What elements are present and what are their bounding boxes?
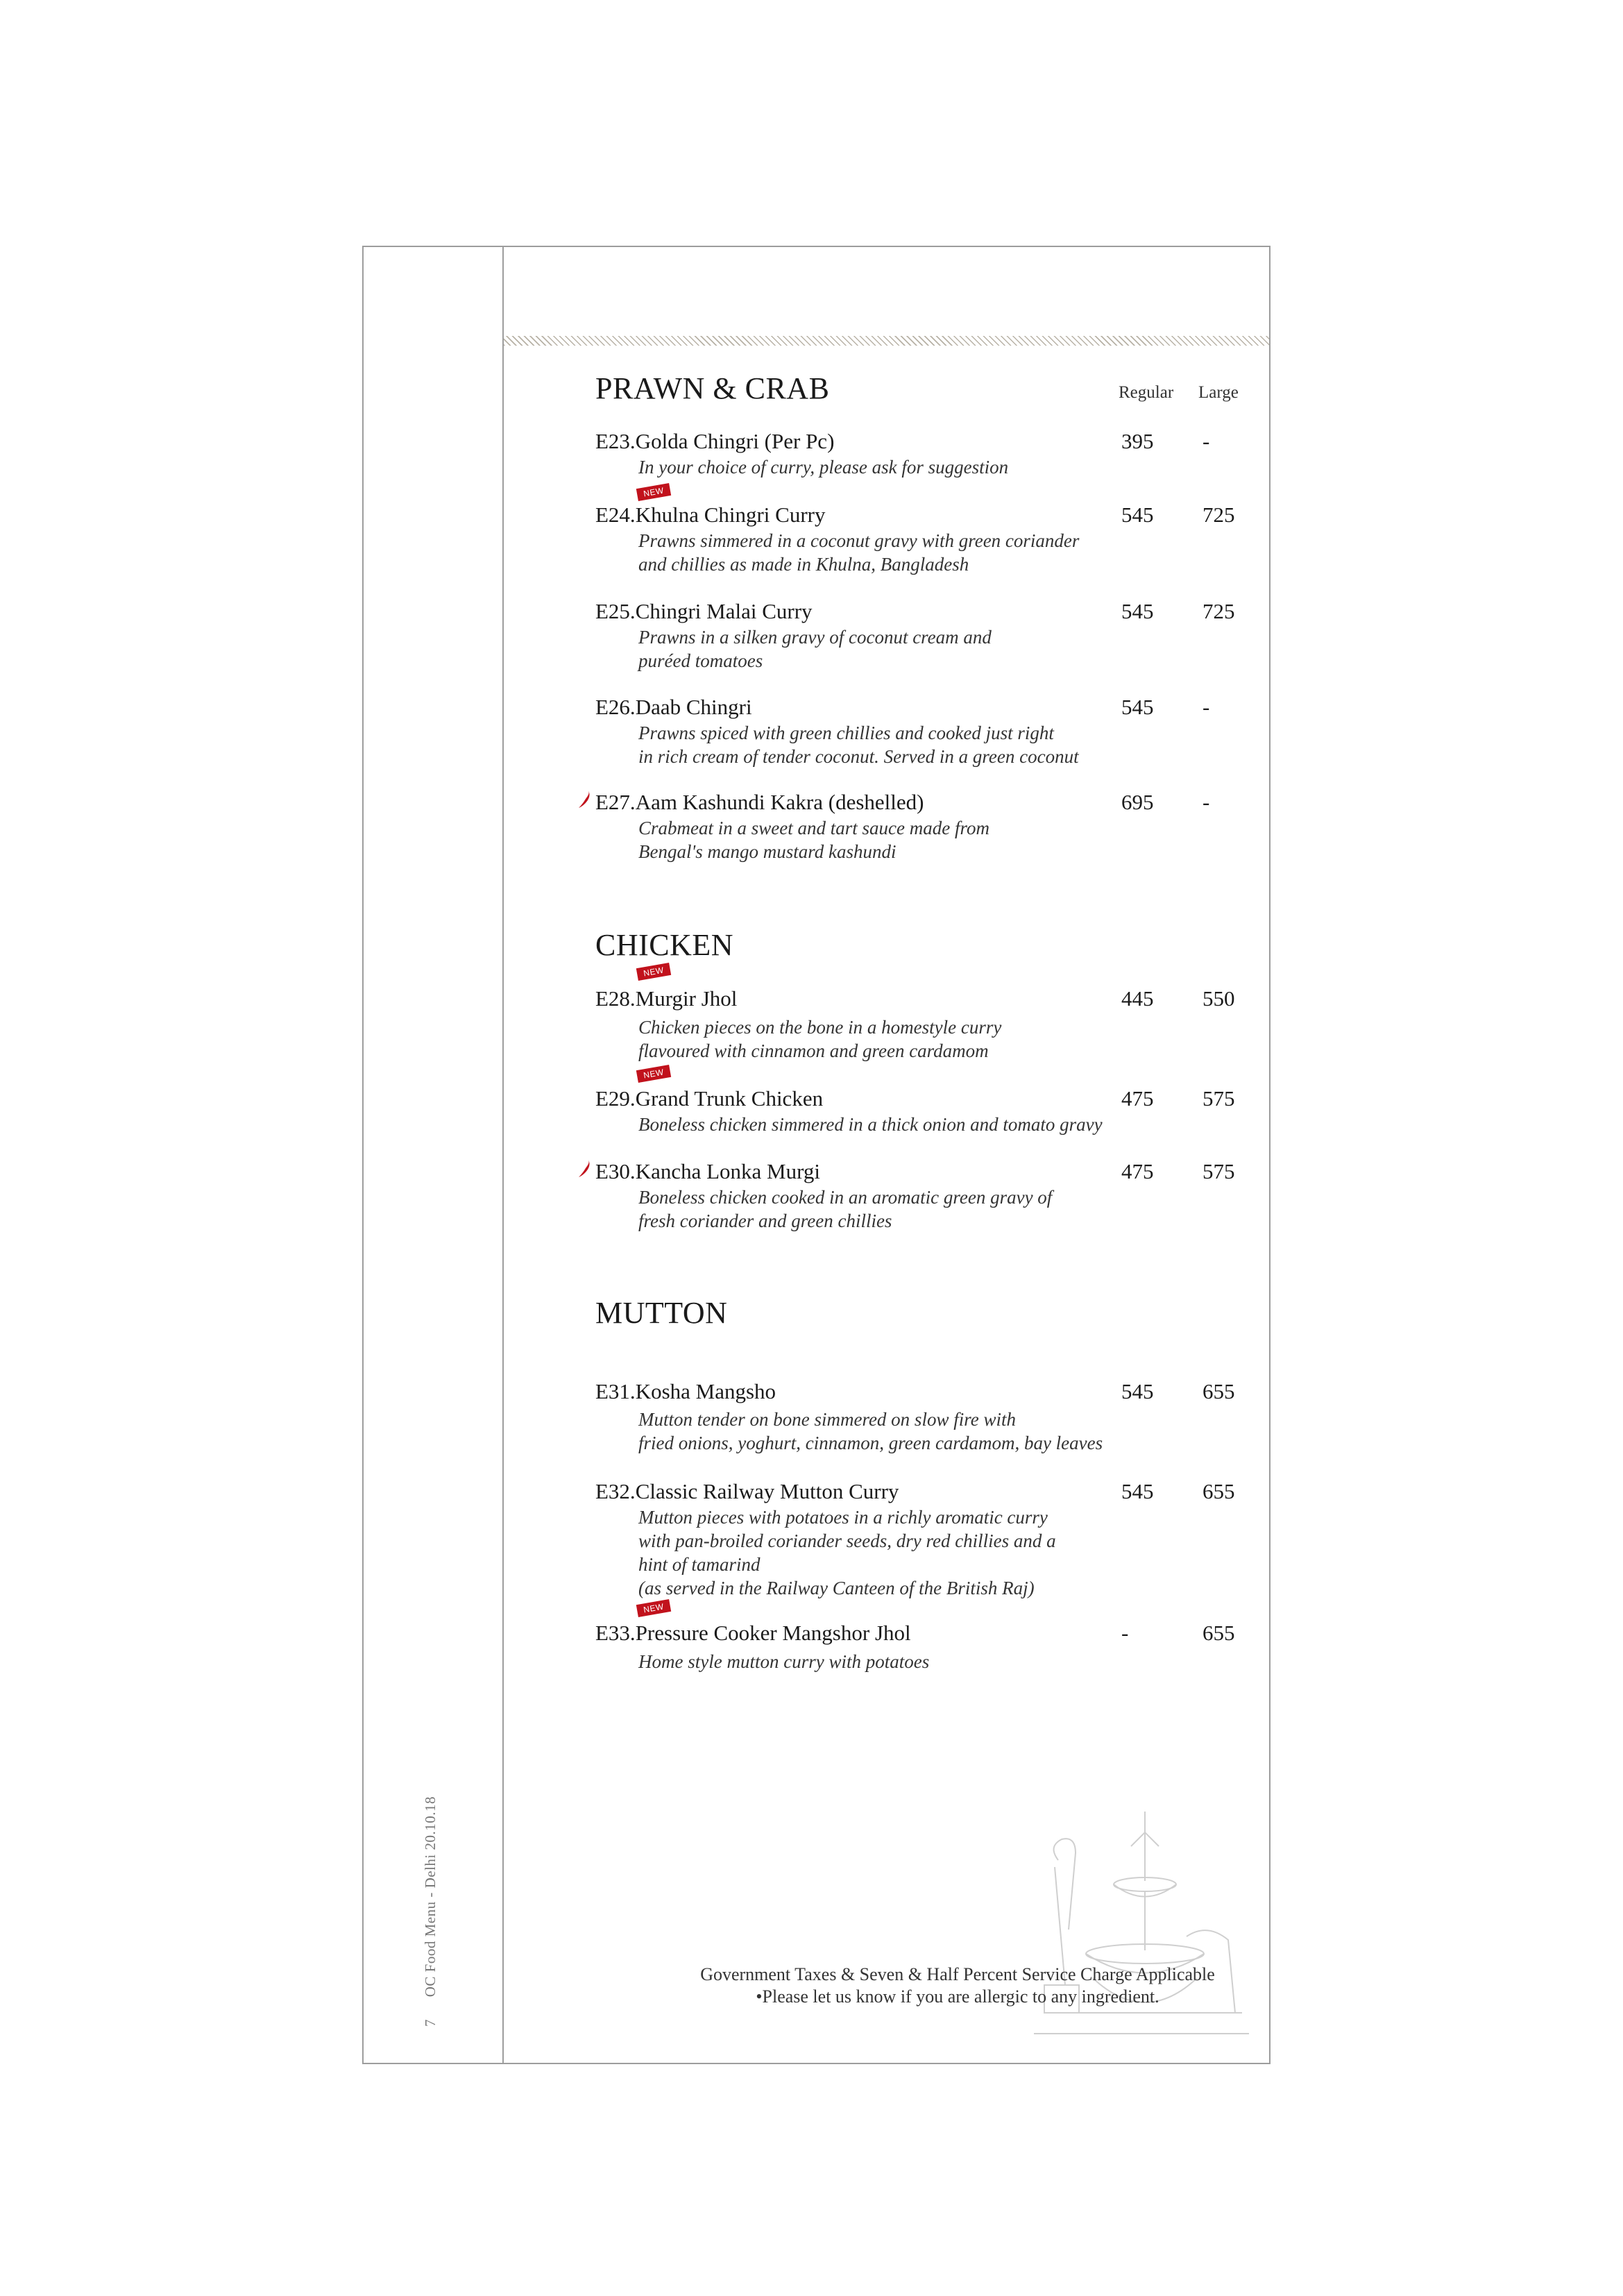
price-large: 550 xyxy=(1203,986,1235,1011)
item-name: Khulna Chingri Curry xyxy=(635,503,826,527)
item-title xyxy=(595,1086,823,1111)
item-description: Mutton pieces with potatoes in a richly aromatic curry with pan-broiled coriander seeds, dry red chillies and a hint of tamarind (as served in the Railway Canteen of the British Raj) xyxy=(638,1507,1056,1598)
item-name: Pressure Cooker Mangshor Jhol xyxy=(635,1621,911,1645)
item-title xyxy=(595,429,834,454)
section-title-mutton: MUTTON xyxy=(595,1296,728,1330)
item-name: Aam Kashundi Kakra (deshelled) xyxy=(635,790,924,814)
price-regular: 695 xyxy=(1121,790,1154,814)
price-large: - xyxy=(1203,695,1210,719)
item-code: E25. xyxy=(595,599,636,623)
item-description: Home style mutton curry with potatoes xyxy=(638,1651,930,1672)
price-large: 725 xyxy=(1203,503,1235,527)
item-description: Boneless chicken simmered in a thick onion and tomato gravy xyxy=(638,1114,1103,1135)
item-code: E27. xyxy=(595,790,636,814)
column-header-large: Large xyxy=(1198,383,1239,402)
page-number: 7 xyxy=(422,2019,439,2027)
item-name: Kosha Mangsho xyxy=(635,1379,776,1403)
item-name: Kancha Lonka Murgi xyxy=(635,1159,820,1183)
item-description: Prawns spiced with green chillies and cooked just right in rich cream of tender coconut. Served in a green coconut xyxy=(638,723,1079,767)
item-description: Mutton tender on bone simmered on slow fire with fried onions, yoghurt, cinnamon, green cardamom, bay leaves xyxy=(638,1409,1103,1453)
price-large: 575 xyxy=(1203,1086,1235,1111)
price-large: 655 xyxy=(1203,1479,1235,1503)
price-large: 575 xyxy=(1203,1159,1235,1183)
fountain-illustration xyxy=(1027,1805,1256,2054)
column-header-regular: Regular xyxy=(1119,383,1174,402)
allergy-notice: •Please let us know if you are allergic to any ingredient. xyxy=(756,1986,1159,2007)
price-large: - xyxy=(1203,429,1210,453)
item-code: E31. xyxy=(595,1379,636,1403)
menu-edition-note: OC Food Menu - Delhi 20.10.18 xyxy=(422,1796,439,1998)
item-name: Classic Railway Mutton Curry xyxy=(635,1479,899,1503)
section-title-prawn-crab: PRAWN & CRAB xyxy=(595,371,830,405)
price-large: 655 xyxy=(1203,1379,1235,1403)
item-description: Crabmeat in a sweet and tart sauce made from Bengal's mango mustard kashundi xyxy=(638,818,989,862)
item-code: E33. xyxy=(595,1621,636,1645)
price-regular: 445 xyxy=(1121,986,1154,1011)
item-title xyxy=(595,695,752,720)
item-code: E29. xyxy=(595,1086,636,1111)
tax-notice: Government Taxes & Seven & Half Percent Service Charge Applicable xyxy=(700,1964,1215,1984)
price-large: - xyxy=(1203,790,1210,814)
new-badge: NEW xyxy=(636,483,671,501)
price-large: 655 xyxy=(1203,1621,1235,1645)
item-name: Murgir Jhol xyxy=(635,986,738,1011)
item-title xyxy=(595,503,826,527)
item-title xyxy=(595,1379,776,1404)
item-description: Prawns simmered in a coconut gravy with green coriander and chillies as made in Khulna, Bangladesh xyxy=(638,530,1080,575)
page-footnote xyxy=(422,1796,439,2027)
new-badge: NEW xyxy=(636,1599,671,1617)
item-code: E32. xyxy=(595,1479,636,1503)
decorative-hatch-band xyxy=(504,336,1269,346)
price-regular: 475 xyxy=(1121,1159,1154,1183)
item-code: E26. xyxy=(595,695,636,719)
item-code: E23. xyxy=(595,429,636,453)
item-name: Golda Chingri (Per Pc) xyxy=(635,429,835,453)
new-badge: NEW xyxy=(636,1065,671,1083)
item-title xyxy=(595,1479,899,1504)
price-large: 725 xyxy=(1203,599,1235,623)
item-code: E28. xyxy=(595,986,636,1011)
item-name: Grand Trunk Chicken xyxy=(635,1086,824,1111)
price-regular: 545 xyxy=(1121,503,1154,527)
item-title xyxy=(595,1159,820,1184)
item-title xyxy=(595,986,737,1011)
item-title xyxy=(595,1621,911,1646)
item-name: Daab Chingri xyxy=(635,695,752,719)
price-regular: - xyxy=(1121,1621,1129,1645)
item-title xyxy=(595,599,813,624)
price-regular: 475 xyxy=(1121,1086,1154,1111)
chili-icon xyxy=(577,1158,591,1179)
footer-notice xyxy=(624,1964,1291,2008)
item-title xyxy=(595,790,924,815)
item-description: Boneless chicken cooked in an aromatic green gravy of fresh coriander and green chillies xyxy=(638,1187,1053,1231)
price-regular: 545 xyxy=(1121,1479,1154,1503)
chili-icon xyxy=(577,789,591,810)
price-regular: 545 xyxy=(1121,695,1154,719)
price-regular: 545 xyxy=(1121,1379,1154,1403)
item-name: Chingri Malai Curry xyxy=(635,599,813,623)
item-description: In your choice of curry, please ask for suggestion xyxy=(638,457,1009,478)
item-description: Prawns in a silken gravy of coconut cream and puréed tomatoes xyxy=(638,627,992,671)
price-regular: 545 xyxy=(1121,599,1154,623)
section-title-chicken: CHICKEN xyxy=(595,928,734,962)
new-badge: NEW xyxy=(636,963,671,981)
price-regular: 395 xyxy=(1121,429,1154,453)
item-code: E30. xyxy=(595,1159,636,1183)
margin-divider xyxy=(502,246,504,2064)
item-description: Chicken pieces on the bone in a homestyle curry flavoured with cinnamon and green cardamom xyxy=(638,1017,1002,1061)
item-code: E24. xyxy=(595,503,636,527)
